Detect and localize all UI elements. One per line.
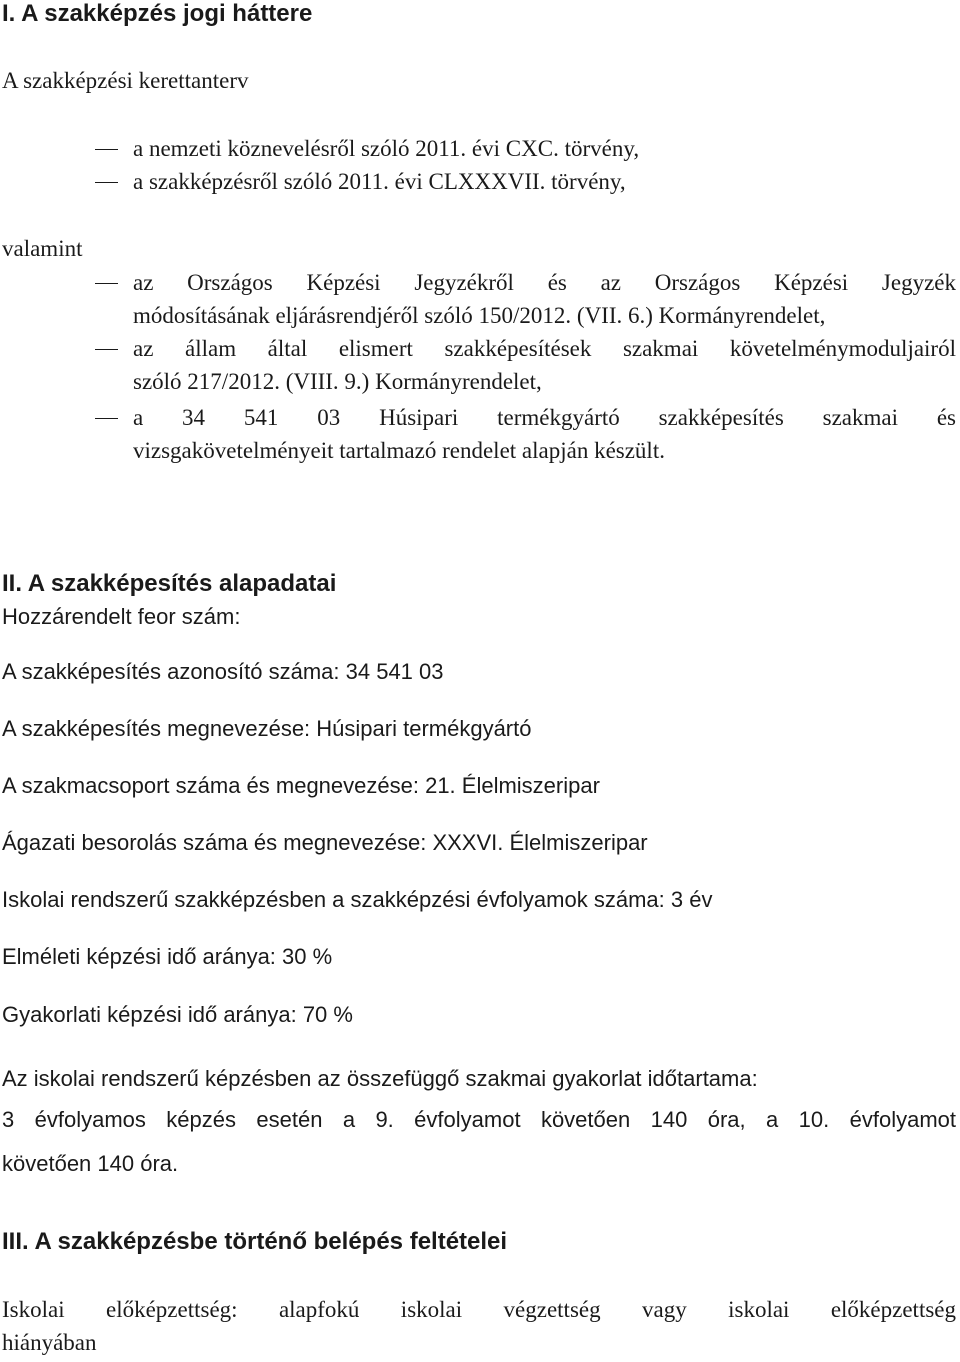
list-item-line: az állam által elismert szakképesítések szakmai követelménymoduljairól xyxy=(133,336,956,361)
practical-training-line: követően 140 óra. xyxy=(2,1151,179,1176)
list-item xyxy=(133,401,956,467)
practical-training-line: 3 évfolyamos képzés esetén a 9. évfolyamot követően 140 óra, a 10. évfolyamot xyxy=(2,1107,956,1132)
section-3-heading: III. A szakképzésbe történő belépés feltételei xyxy=(2,1228,508,1255)
professional-group: A szakmacsoport száma és megnevezése: 21. Élelmiszeripar xyxy=(2,773,600,798)
qualification-name: A szakképesítés megnevezése: Húsipari termékgyártó xyxy=(2,716,532,741)
list-item xyxy=(133,332,956,398)
dash-bullet xyxy=(95,182,118,183)
prerequisite-line: hiányában xyxy=(2,1330,97,1355)
section-2-heading: II. A szakképesítés alapadatai xyxy=(2,570,337,597)
dash-bullet xyxy=(95,283,118,284)
section-1-intro: A szakképzési kerettanterv xyxy=(2,68,249,93)
list-item: a szakképzésről szóló 2011. évi CLXXXVII. törvény, xyxy=(133,169,626,194)
list-item-line: szóló 217/2012. (VIII. 9.) Kormányrendelet, xyxy=(133,369,542,394)
dash-bullet xyxy=(95,349,118,350)
dash-bullet xyxy=(95,149,118,150)
list-item-line: módosításának eljárásrendjéről szóló 150/2012. (VII. 6.) Kormányrendelet, xyxy=(133,303,826,328)
dash-bullet xyxy=(95,418,118,419)
qualification-id: A szakképesítés azonosító száma: 34 541 03 xyxy=(2,659,444,684)
list-item-line: vizsgakövetelményeit tartalmazó rendelet alapján készült. xyxy=(133,438,665,463)
feor-number: Hozzárendelt feor szám: xyxy=(2,604,241,629)
list-item-line: az Országos Képzési Jegyzékről és az Országos Képzési Jegyzék xyxy=(133,270,956,295)
list-item-line: a 34 541 03 Húsipari termékgyártó szakképesítés szakmai és xyxy=(133,405,956,430)
list-item xyxy=(133,266,956,332)
practice-ratio: Gyakorlati képzési idő aránya: 70 % xyxy=(2,1002,353,1027)
sector-classification: Ágazati besorolás száma és megnevezése: XXXVI. Élelmiszeripar xyxy=(2,830,648,855)
theory-ratio: Elméleti képzési idő aránya: 30 % xyxy=(2,944,333,969)
list-item: a nemzeti köznevelésről szóló 2011. évi CXC. törvény, xyxy=(133,136,640,161)
valamint-text: valamint xyxy=(2,236,83,261)
section-1-heading: I. A szakképzés jogi háttere xyxy=(2,0,313,27)
practical-training-intro: Az iskolai rendszerű képzésben az összefüggő szakmai gyakorlat időtartama: xyxy=(2,1066,758,1091)
school-years: Iskolai rendszerű szakképzésben a szakképzési évfolyamok száma: 3 év xyxy=(2,887,713,912)
prerequisite-line: Iskolai előképzettség: alapfokú iskolai végzettség vagy iskolai előképzettség xyxy=(2,1297,956,1322)
